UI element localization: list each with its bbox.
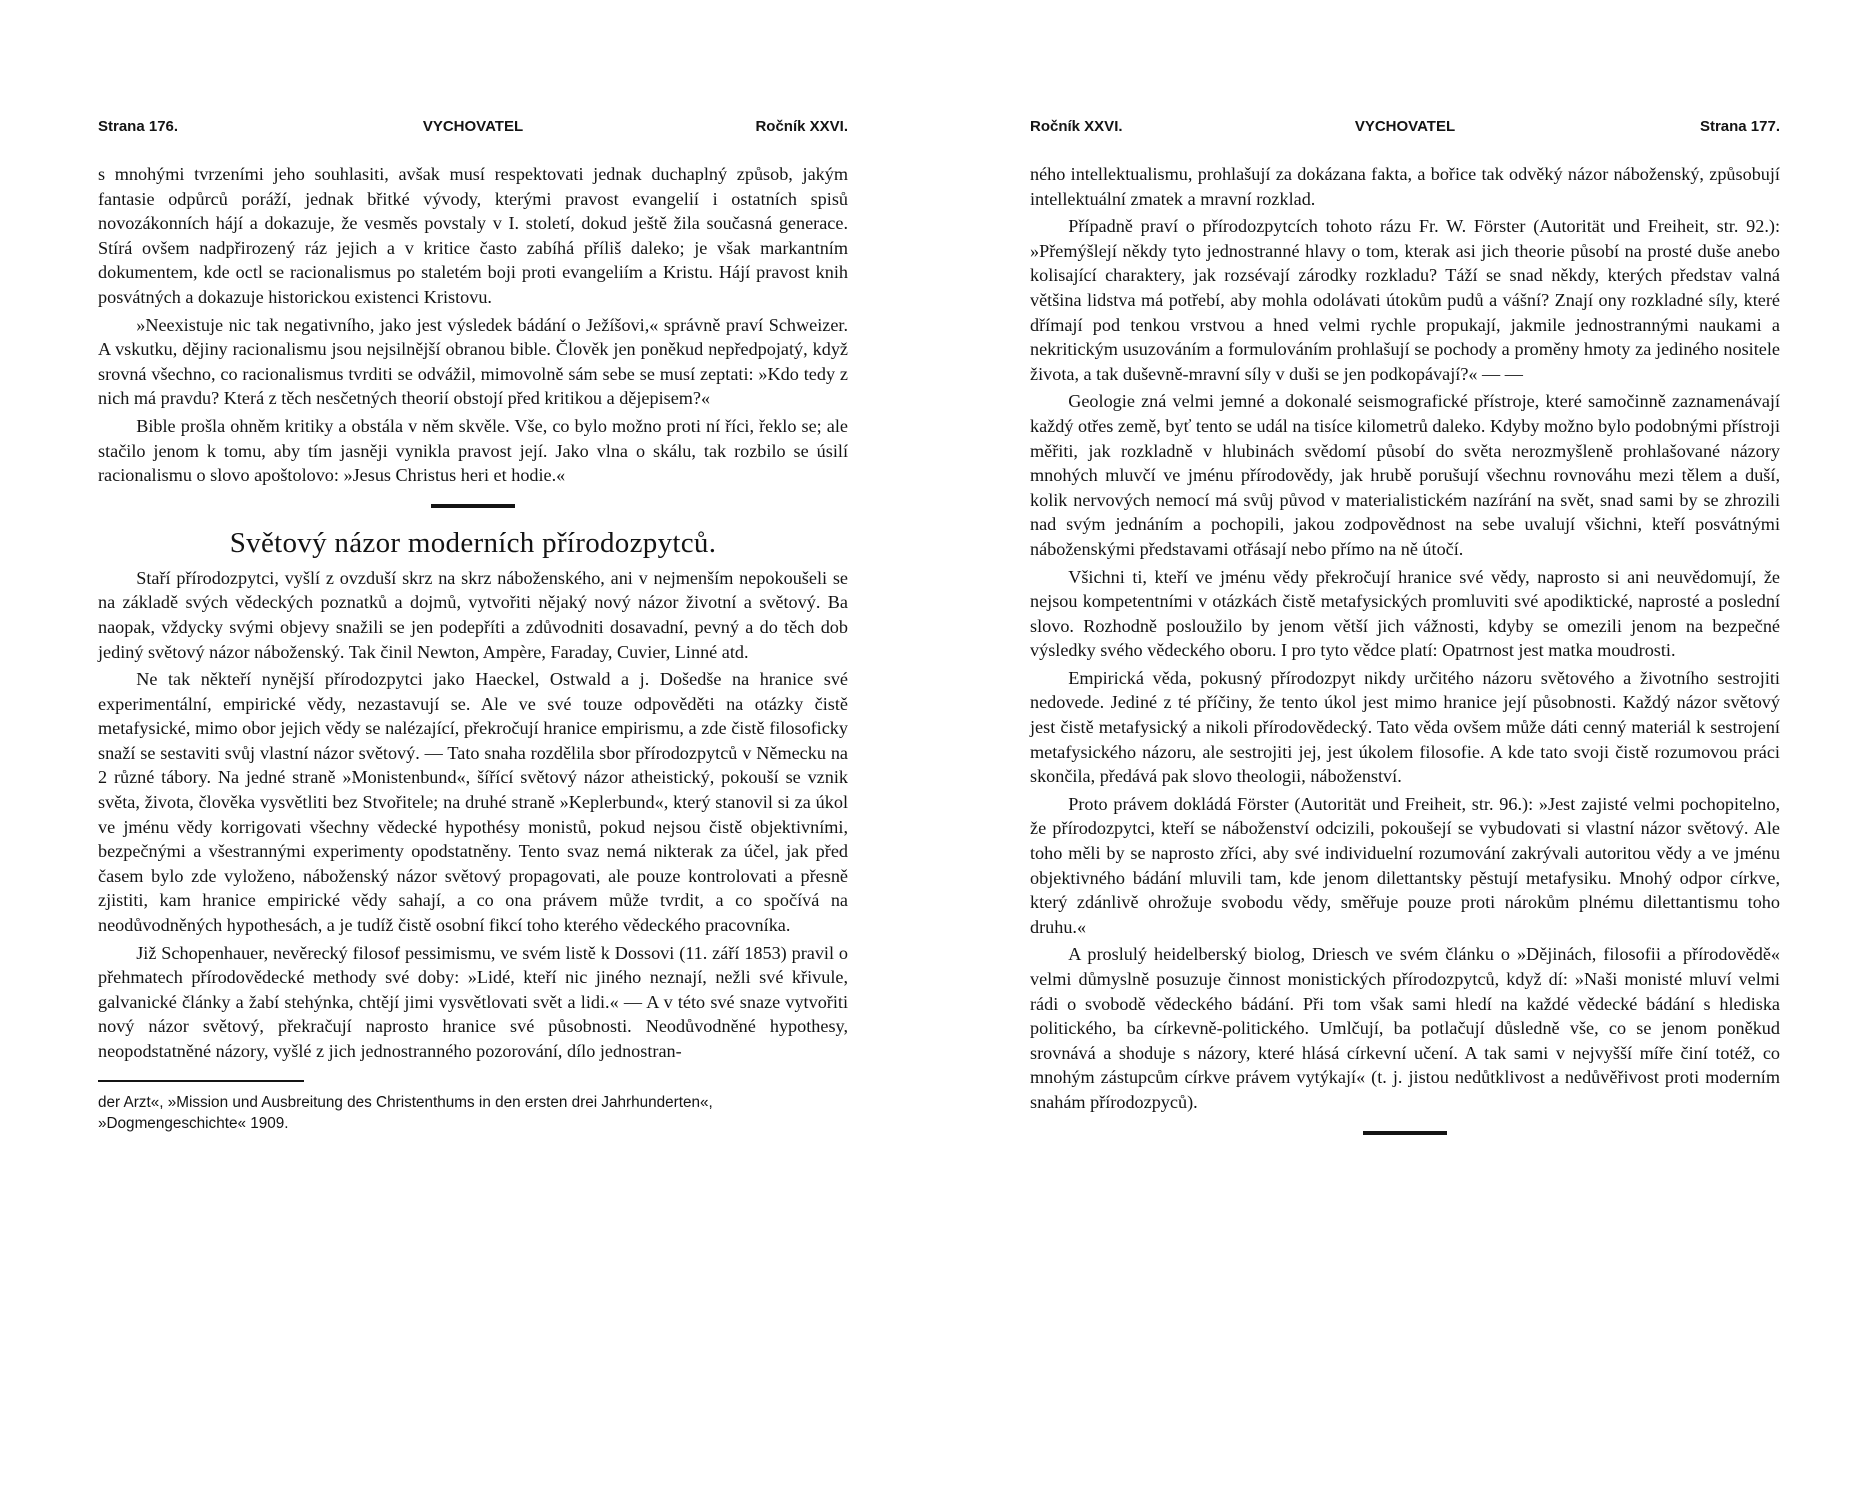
paragraph: Případně praví o přírodozpytcích tohoto rázu Fr. W. Förster (Autorität und Freiheit, str. 92.): »Přemýšlejí někdy tyto jednostranné hlavy o tom, kterak asi jich theorie působí na prosté duše anebo kolisající charaktery, jak rozsévají zárodky rozkladu? Táží se snad někdy, kterých představ valná většina lidstva má potřebí, aby mohla odolávati útokům pudů a vášní? Znají ony rozkladné síly, které dřímají pod tenkou vrstvou a hned velmi rychle propukají, jakmile jednostrannými naukami a nekritickým usuzováním a formulováním prohlašují se pochody a proměny hmoty za jediného nositele života, a tak duševně-mravní síly v duši se jen podkopávají?« — — xyxy=(1030,216,1780,384)
page-body xyxy=(98,162,848,1134)
volume-label: Ročník XXVI. xyxy=(1030,118,1123,135)
paragraph: A proslulý heidelberský biolog, Driesch ve svém článku o »Dějinách, filosofii a přírodovědě« velmi důmyslně posuzuje činnost monistických přírodozpytců, když dí: »Naši monisté mluví velmi rádi o svobodě vědeckého bádání. Při tom však sami hledí na každé vědecké bádání s hlediska politického, ba církevně-politického. Umlčují, ba potlačují důsledně vše, co se jenom poněkud srovnává a shoduje s názory, které hlásá církevní učení. A tak sami v nejvyšší míře činí totéž, co mnohým zástupcům církve právem vytýkají« (t. j. jistou nedůtklivost a nedůvěřivost proti moderním snahám přírodozpyců). xyxy=(1030,944,1780,1112)
paragraph: Staří přírodozpytci, vyšlí z ovzduší skrz na skrz náboženského, ani v nejmenším nepokoušeli se na základě svých vědeckých poznatků a dojmů, vytvořiti nějaký nový názor životní a světový. Ba naopak, vždycky svými objevy snažili se jen podepříti a zdůvodniti dosavadní, pevný a do těch dob jediný světový názor náboženský. Tak činil Newton, Ampère, Faraday, Cuvier, Linné atd. xyxy=(98,567,848,662)
page-number: Strana 177. xyxy=(1699,118,1780,135)
section-divider xyxy=(1363,1131,1447,1135)
page-body xyxy=(1030,162,1780,1153)
journal-title: VYCHOVATEL xyxy=(1354,118,1456,135)
paragraph: »Neexistuje nic tak negativního, jako jest výsledek bádání o Ježíšovi,« správně praví Schweizer. A vskutku, dějiny racionalismu jsou nejsilnější obranou bible. Člověk jen poněkud nepředpojatý, když srovná všechno, co racionalismus tvrditi se odvážil, mimovolně sám sebe se musí zeptati: »Kdo tedy z nich má pravdu? Která z těch nesčetných theorií obstojí před kritikou a dějepisem?« xyxy=(98,314,848,409)
page-header xyxy=(98,118,848,142)
paragraph: Empirická věda, pokusný přírodozpyt nikdy určitého názoru světového a životního sestrojiti nedovede. Jediné z té příčiny, že tento úkol jest mimo hranice její působnosti. Každý názor světový jest čistě metafysický a nikoli přírodovědecký. Tato věda ovšem může dáti cenný materiál k sestrojení metafysického názoru, ale sestrojiti jej, jest úkolem filosofie. A kde tato svoji čistě rozumovou práci skončila, předává pak slovo theologii, náboženství. xyxy=(1030,667,1780,787)
journal-title: VYCHOVATEL xyxy=(422,118,524,135)
page-number: Strana 176. xyxy=(98,118,179,135)
paragraph: Proto právem dokládá Förster (Autorität und Freiheit, str. 96.): »Jest zajisté velmi pochopitelno, že přírodozpytci, kteří se náboženství odcizili, pokoušejí se vybudovati si vlastní názor světový. Ale toho měli by se naprosto zříci, aby své individuelní rozumování zakrývali autoritou vědy a ve jménu objektivného bádání mluvili tam, kde jenom dilettantsky pěstují metafysiku. Mnohý odpor církve, který zdánlivě ohrožuje svobodu vědy, směřuje pouze proti nárokům plnému dilettantismu toho druhu.« xyxy=(1030,793,1780,937)
footnote-rule xyxy=(98,1080,304,1082)
section-divider xyxy=(431,504,515,508)
paragraph: Geologie zná velmi jemné a dokonalé seismografické přístroje, které samočinně zaznamenávají každý otřes země, byť tento se udál na tisíce kilometrů daleko. Kdyby možno bylo podobnými přístroji měřiti, jak rozkladně v hlubinách svědomí působí do světa nerozmyšleně prohlašované názory mnohých mluvčí ve jménu přírodovědy, jak hrubě porušují všechnu rovnováhu mezi tělem a duší, kolik nervových nemocí má svůj původ v materialistickém nazírání na svět, snad sami by se zhrozili nad svým jednáním a pochopili, jakou zodpovědnost na sebe uvalují všichni, kteří posvátnými náboženskými představami otřásají nebo přímo na ně útočí. xyxy=(1030,391,1780,559)
volume-label: Ročník XXVI. xyxy=(755,118,848,135)
paragraph: Všichni ti, kteří ve jménu vědy překročují hranice své vědy, naprosto si ani neuvědomují, že nejsou kompetentními v otázkách čistě metafysických promluviti své apodiktické, naprosté a poslední slovo. Rozhodně posloužilo by jenom větší jich vážnosti, kdyby se omezili jenom na bezpečné výsledky svého vědeckého oboru. I pro tyto vědce platí: Opatrnost jest matka moudrosti. xyxy=(1030,566,1780,661)
page-header xyxy=(1030,118,1780,142)
left-page xyxy=(98,0,848,1500)
paragraph: ného intellektualismu, prohlašují za dokázana fakta, a bořice tak odvěký názor náboženský, způsobují intellektuální zmatek a mravní rozklad. xyxy=(1030,164,1780,209)
paragraph: Bible prošla ohněm kritiky a obstála v něm skvěle. Vše, co bylo možno proti ní říci, řeklo se; ale stačilo jenom k tomu, aby tím jasněji vynikla pravost její. Jako vlna o skálu, tak rozbilo se úsilí racionalismu o slovo apoštolovo: »Jesus Christus heri et hodie.« xyxy=(98,415,848,486)
article-title: Světový názor moderních přírodozpytců. xyxy=(229,526,717,559)
footnote: der Arzt«, »Mission und Ausbreitung des Christenthums in den ersten drei Jahrhunderten«, »Dogmengeschichte« 1909. xyxy=(98,1093,713,1132)
right-page xyxy=(1030,0,1780,1500)
paragraph: Ne tak někteří nynější přírodozpytci jako Haeckel, Ostwald a j. Došedše na hranice své experimentální, empirické vědy, nezastavují se. Ale ve své touze odpověděti na otázky čistě metafysické, mimo obor jejich vědy se nalézající, překročují hranice empirismu, a zde čistě filosoficky snaží se sestaviti svůj vlastní názor světový. — Tato snaha rozdělila sbor přírodozpytců v Německu na 2 různé tábory. Na jedné straně »Monistenbund«, šířící světový názor atheistický, pokouší se vznik světa, života, člověka vysvětliti bez Stvořitele; na druhé straně »Keplerbund«, který stanovil si za úkol ve jménu vědy korrigovati všechny vědecké hypothésy monistů, pokud nejsou čistě objektivními, bezpečnými a všestrannými experimenty opodstatněny. Tento svaz nemá nikterak za účel, jak před časem bylo zde vyloženo, náboženský názor světový propagovati, ale pouze kontrolovati a přesně zjistiti, kam hranice empirické vědy sahají, a co ona právem může tvrdit, a co spočívá na neodůvodněných hypothesách, a je tudíž čistě osobní fikcí toho kterého vědeckého pracovníka. xyxy=(98,669,848,936)
paragraph: s mnohými tvrzeními jeho souhlasiti, avšak musí respektovati jednak duchaplný způsob, jakým fantasie odpůrců poráží, jednak břitké vývody, kterými pravost evangelií i ostatních spisů novozákonních hájí a dokazuje, že vesměs povstaly v I. století, dokud ještě žila současná generace. Stírá ovšem nadpřirozený ráz jejich a v kritice často zabíhá příliš daleko; je však markantním dokumentem, kde octl se racionalismus po staletém boji proti evangeliím a Kristu. Hájí pravost knih posvátných a dokazuje historickou existenci Kristovu. xyxy=(98,164,848,307)
paragraph: Již Schopenhauer, nevěrecký filosof pessimismu, ve svém listě k Dossovi (11. září 1853) pravil o přehmatech přírodovědecké methody své doby: »Lidé, kteří nic jiného neznají, nežli své křivule, galvanické články a žabí stehýnka, chtějí jimi vysvětlovati svět a lidi.« — A v této své snaze vytvořiti nový názor světový, překračují naprosto hranice své působnosti. Neodůvodněné hypothesy, neopodstatněné názory, vyšlé z jich jednostranného pozorování, dílo jednostran- xyxy=(98,942,848,1061)
